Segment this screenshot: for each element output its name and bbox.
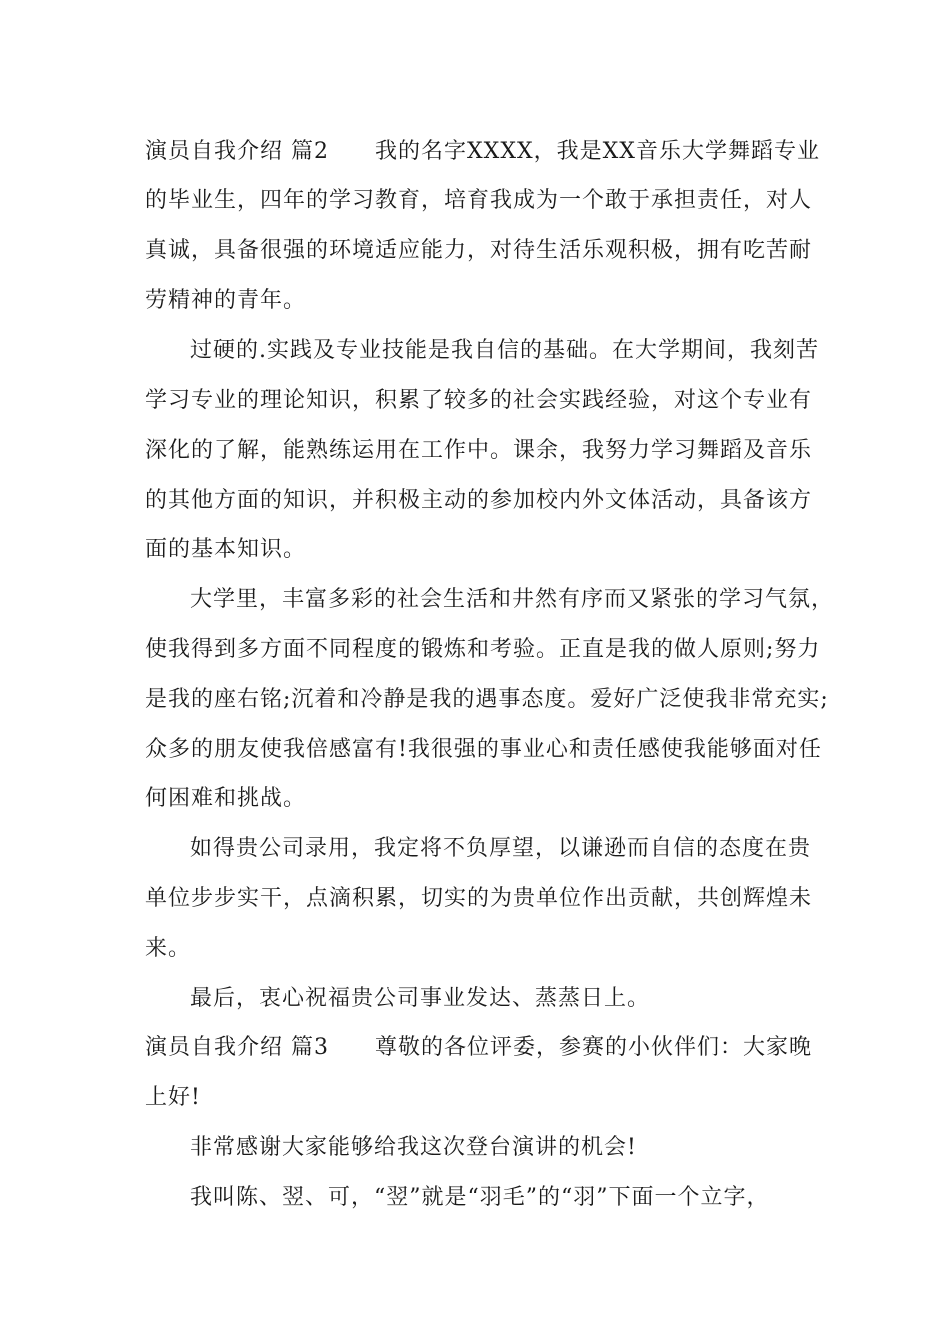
text-line: 过硬的.实践及专业技能是我自信的基础。在大学期间，我刻苦 — [190, 338, 819, 363]
text-line: 我叫陈、翌、可，“翌”就是“羽毛”的“羽”下面一个立字， — [190, 1185, 770, 1210]
text-line: 劳精神的青年。 — [145, 288, 307, 313]
text-line: 使我得到多方面不同程度的锻炼和考验。正直是我的做人原则;努力 — [145, 637, 821, 662]
text-line: 大学里，丰富多彩的社会生活和井然有序而又紧张的学习气氛， — [190, 587, 835, 612]
text-line: 单位步步实干，点滴积累，切实的为贵单位作出贡献，共创辉煌未 — [145, 886, 813, 911]
text-line: 来。 — [145, 936, 192, 961]
text-line: 深化的了解，能熟练运用在工作中。课余，我努力学习舞蹈及音乐 — [145, 438, 813, 463]
text-line: 演员自我介绍 篇3 尊敬的各位评委，参赛的小伙伴们：大家晚 — [145, 1035, 812, 1060]
text-line: 学习专业的理论知识，积累了较多的社会实践经验，对这个专业有 — [145, 388, 813, 413]
text-line: 众多的朋友使我倍感富有!我很强的事业心和责任感使我能够面对任 — [145, 737, 822, 762]
text-line: 面的基本知识。 — [145, 537, 307, 562]
text-line: 是我的座右铭;沉着和冷静是我的遇事态度。爱好广泛使我非常充实; — [145, 687, 829, 712]
text-line: 的毕业生，四年的学习教育，培育我成为一个敢于承担责任，对人 — [145, 188, 813, 213]
text-line: 如得贵公司录用，我定将不负厚望，以谦逊而自信的态度在贵 — [190, 836, 812, 861]
text-line: 演员自我介绍 篇2 我的名字XXXX，我是XX音乐大学舞蹈专业 — [145, 139, 820, 164]
text-line: 的其他方面的知识，并积极主动的参加校内外文体活动，具备该方 — [145, 488, 813, 513]
text-line: 非常感谢大家能够给我这次登台演讲的机会! — [190, 1135, 637, 1160]
text-line: 何困难和挑战。 — [145, 786, 307, 811]
text-line: 最后，衷心祝福贵公司事业发达、蒸蒸日上。 — [190, 986, 651, 1011]
text-line: 上好! — [145, 1085, 201, 1110]
text-line: 真诚，具备很强的环境适应能力，对待生活乐观积极，拥有吃苦耐 — [145, 238, 813, 263]
